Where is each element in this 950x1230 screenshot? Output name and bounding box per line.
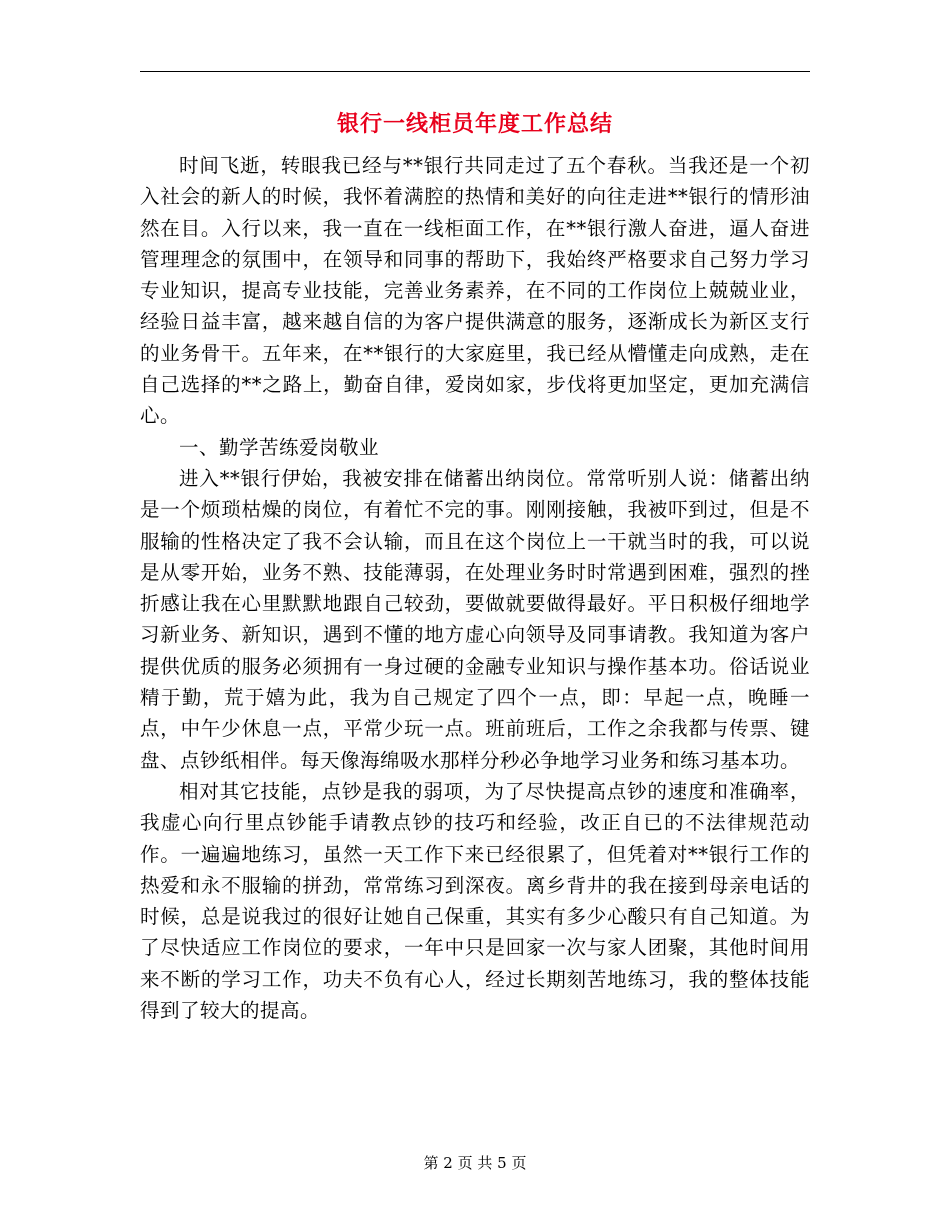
document-body: [140, 150, 810, 1026]
page-number: 第 2 页 共 5 页: [423, 1154, 527, 1172]
paragraph-cashier: 进入**银行伊始，我被安排在储蓄出纳岗位。常常听别人说：储蓄出纳是一个烦琐枯燥的岗位，有着忙不完的事。刚刚接触，我被吓到过，但是不服输的性格决定了我不会认输，而且在这个岗位上一干就当时的我，可以说是从零开始，业务不熟、技能薄弱，在处理业务时时常遇到困难，强烈的挫折感让我在心里默默地跟自己较劲，要做就要做得最好。平日积极仔细地学习新业务、新知识，遇到不懂的地方虚心向领导及同事请教。我知道为客户提供优质的服务必须拥有一身过硬的金融专业知识与操作基本功。俗话说业精于勤，荒于嬉为此，我为自己规定了四个一点，即：早起一点，晚睡一点，中午少休息一点，平常少玩一点。班前班后，工作之余我都与传票、键盘、点钞纸相伴。每天像海绵吸水那样分秒必争地学习业务和练习基本功。: [140, 466, 810, 772]
paragraph-counting-skills: 相对其它技能，点钞是我的弱项，为了尽快提高点钞的速度和准确率，我虚心向行里点钞能手请教点钞的技巧和经验，改正自已的不法律规范动作。一遍遍地练习，虽然一天工作下来已经很累了，但凭着对**银行工作的热爱和永不服输的拼劲，常常练习到深夜。离乡背井的我在接到母亲电话的时候，总是说我过的很好让她自己保重，其实有多少心酸只有自己知道。为了尽快适应工作岗位的要求，一年中只是回家一次与家人团聚，其他时间用来不断的学习工作，功夫不负有心人，经过长期刻苦地练习，我的整体技能得到了较大的提高。: [140, 779, 810, 1023]
section-heading: 一、勤学苦练爱岗敬业: [179, 435, 380, 459]
paragraph-intro: 时间飞逝，转眼我已经与**银行共同走过了五个春秋。当我还是一个初入社会的新人的时候，我怀着满腔的热情和美好的向往走进**银行的情形油然在目。入行以来，我一直在一线柜面工作，在**银行激人奋进，逼人奋进管理理念的氛围中，在领导和同事的帮助下，我始终严格要求自己努力学习专业知识，提高专业技能，完善业务素养，在不同的工作岗位上兢兢业业，经验日益丰富，越来越自信的为客户提供满意的服务，逐渐成长为新区支行的业务骨干。五年来，在**银行的大家庭里，我已经从懵懂走向成熟，走在自己选择的**之路上，勤奋自律，爱岗如家，步伐将更加坚定，更加充满信心。: [140, 154, 810, 428]
document-title: 银行一线柜员年度工作总结: [336, 111, 613, 137]
header-rule: [140, 71, 810, 72]
